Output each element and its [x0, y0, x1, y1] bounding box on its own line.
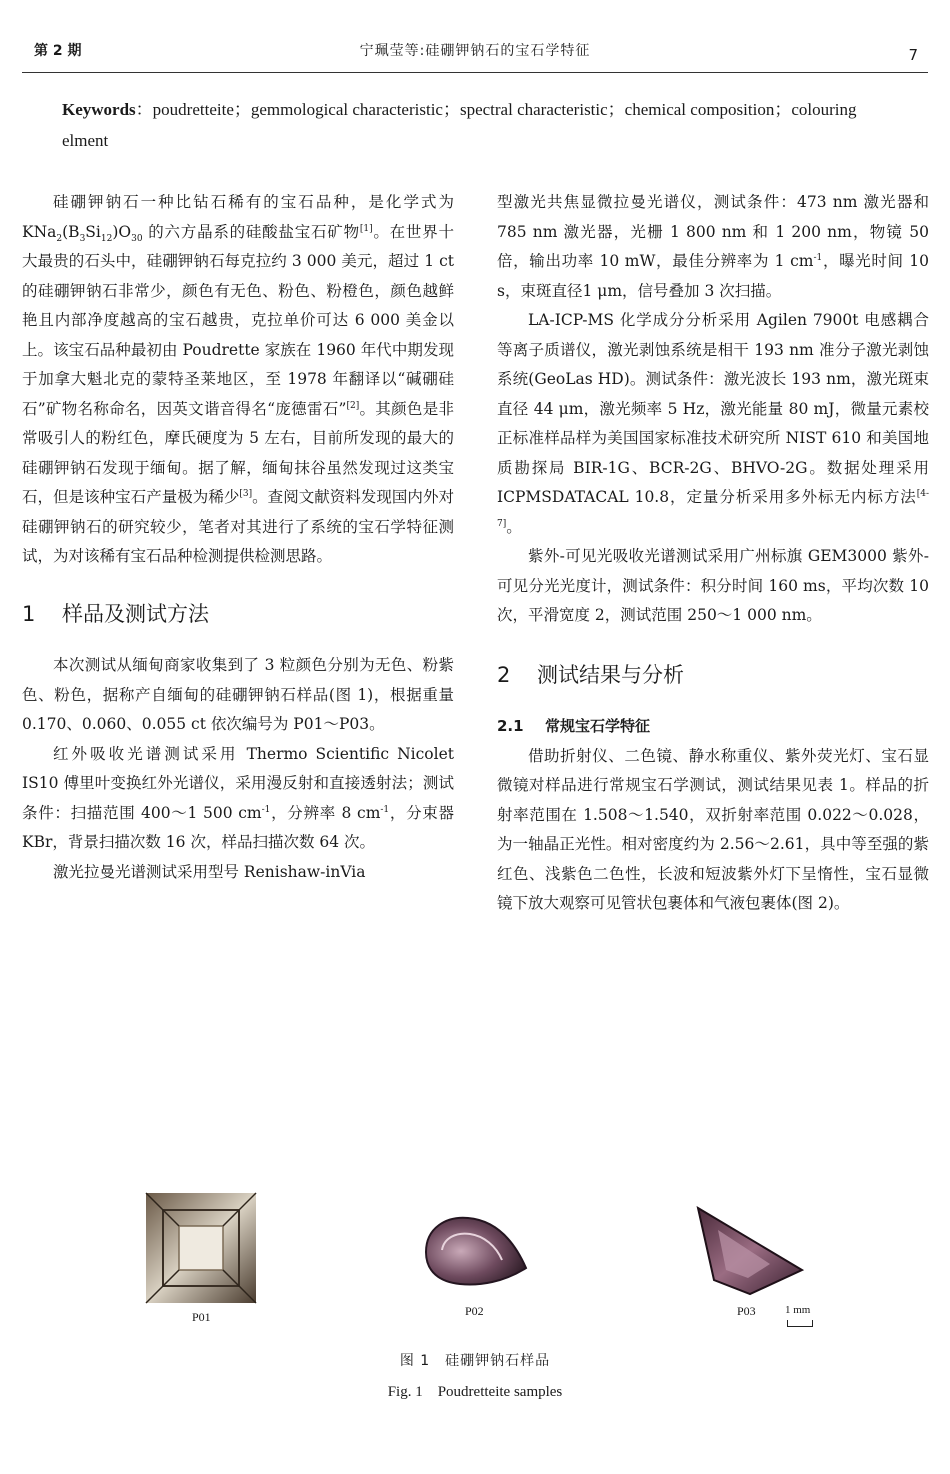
running-title: 宁珮莹等:硅硼钾钠石的宝石学特征 — [359, 43, 591, 59]
gemmology-paragraph: 借助折射仪、二色镜、静水称重仪、紫外荧光灯、宝石显微镜对样品进行常规宝石学测试，测试结果见表 1。样品的折射率范围在 1.508～1.540，双折射率范围 0.022～0.028，为一轴晶正光性。相对密度约为 2.56～2.61，具中等至强的紫红色、浅紫色二色性，长波和短波紫外灯下呈惰性，宝石显微镜下放大观察可见管状包裹体和气液包裹体(图 2)。 — [497, 746, 929, 912]
right-column — [497, 188, 929, 919]
subsection-2-1-heading: 2.1 常规宝石学特征 — [497, 717, 651, 735]
figure-caption-cn: 图 1 硅硼钾钠石样品 — [399, 1353, 551, 1369]
icp-paragraph: LA-ICP-MS 化学成分分析采用 Agilen 7900t 电感耦合等离子质谱仪，激光剥蚀系统是相干 193 nm 准分子激光剥蚀系统(GeoLas HD)。测试条件：激光波长 193 nm，激光斑束直径 44 μm，激光频率 5 Hz，激光能量 80 mJ，微量元素校正标准样品样为美国国家标准技术研究所 NIST 610 和美国地质勘探局 BIR-1G、BCR-2G、BHVO-2G。数据处理采用ICPMSDATACAL 10.8，定量分析采用多外标无内标方法[4-7]。 — [497, 311, 929, 536]
keywords-text: ：poudretteite；gemmological characteristic；spectral characteristic；chemical composition；colouring elment — [62, 100, 857, 150]
raman-paragraph-cont: 型激光共焦显微拉曼光谱仪，测试条件：473 nm 激光器和 785 nm 激光器，光栅 1 800 nm 和 1 200 nm，物镜 50 倍，输出功率 10 mW，最佳分辨率为 1 $cm^{-1}$，曝光时间 10 s，束斑直径1 μm，信号叠加 3 次扫描。 — [497, 193, 929, 300]
samples-paragraph: 本次测试从缅甸商家收集到了 3 粒颜色分别为无色、粉紫色、粉色，据称产自缅甸的硅硼钾钠石样品(图 1)，根据重量 0.170、0.060、0.055 ct 依次编号为 P01～P03。 — [22, 656, 454, 733]
keywords-label: Keywords — [62, 100, 136, 119]
left-column — [22, 188, 454, 887]
sample-p02-image — [420, 1210, 530, 1288]
label-p02: P02 — [465, 1304, 484, 1318]
keywords — [62, 94, 888, 156]
citation: [2] — [346, 400, 360, 411]
label-p01: P01 — [192, 1310, 211, 1324]
label-p03: P03 — [737, 1304, 756, 1318]
citation: [4-7] — [497, 488, 929, 529]
raman-paragraph-start: 激光拉曼光谱测试采用型号 Renishaw-inVia — [53, 862, 366, 881]
section-1-heading: 1 样品及测试方法 — [22, 601, 209, 626]
sample-p03-image — [690, 1202, 810, 1298]
citation: [1] — [359, 223, 373, 234]
figure-1 — [0, 1180, 950, 1460]
running-header — [22, 36, 928, 73]
section-2-heading: 2 测试结果与分析 — [497, 662, 684, 687]
sample-p01-image — [145, 1192, 257, 1304]
scale-bar — [787, 1320, 813, 1327]
uv-paragraph: 紫外-可见光吸收光谱测试采用广州标旗 GEM3000 紫外-可见分光光度计，测试条件：积分时间 160 ms，平均次数 10 次，平滑宽度 2，测试范围 250～1 000 nm。 — [497, 547, 929, 624]
issue-number: 第 2 期 — [34, 43, 82, 59]
ir-paragraph: 红外吸收光谱测试采用 Thermo Scientific Nicolet IS10 傅里叶变换红外光谱仪，采用漫反射和直接透射法；测试条件：扫描范围 400～1 500 $cm^{-1}$，分辨率 8 $cm^{-1}$，分束器 KBr，背景扫描次数 16 次，样品扫描次数 64 次。 — [22, 744, 454, 851]
page-number: 7 — [908, 46, 918, 64]
figure-caption-en: Fig. 1 Poudretteite samples — [387, 1384, 563, 1400]
intro-paragraph: 硅硼钾钠石一种比钻石稀有的宝石品种，是化学式为 $KNa_2(B_3Si_{12})O_{30}$ 的六方晶系的硅酸盐宝石矿物[1]。在世界十大最贵的石头中，硅硼钾钠石每克拉约 3 000 美元，超过 1 ct 的硅硼钾钠石非常少，颜色有无色、粉色、粉橙色，颜色越鲜艳且内部净度越高的宝石越贵，克拉单价可达 6 000 美金以上。该宝石品种最初由 Poudrette 家族在 1960 年代中期发现于加拿大魁北克的蒙特圣莱地区，至 1978 年翻译以“碱硼硅石”矿物名称命名，因英文谐音得名“庞德雷石”[2]。其颜色是非常吸引人的粉红色，摩氏硬度为 5 左右，目前所发现的最大的硅硼钾钠石发现于缅甸。据了解，缅甸抹谷虽然发现过这类宝石，但是该种宝石产量极为稀少[3]。查阅文献资料发现国内外对硅硼钾钠石的研究较少，笔者对其进行了系统的宝石学特征测试，为对该稀有宝石品种检测提供检测思路。 — [22, 193, 454, 565]
citation: [3] — [239, 488, 253, 499]
scale-label: 1 mm — [785, 1304, 811, 1316]
